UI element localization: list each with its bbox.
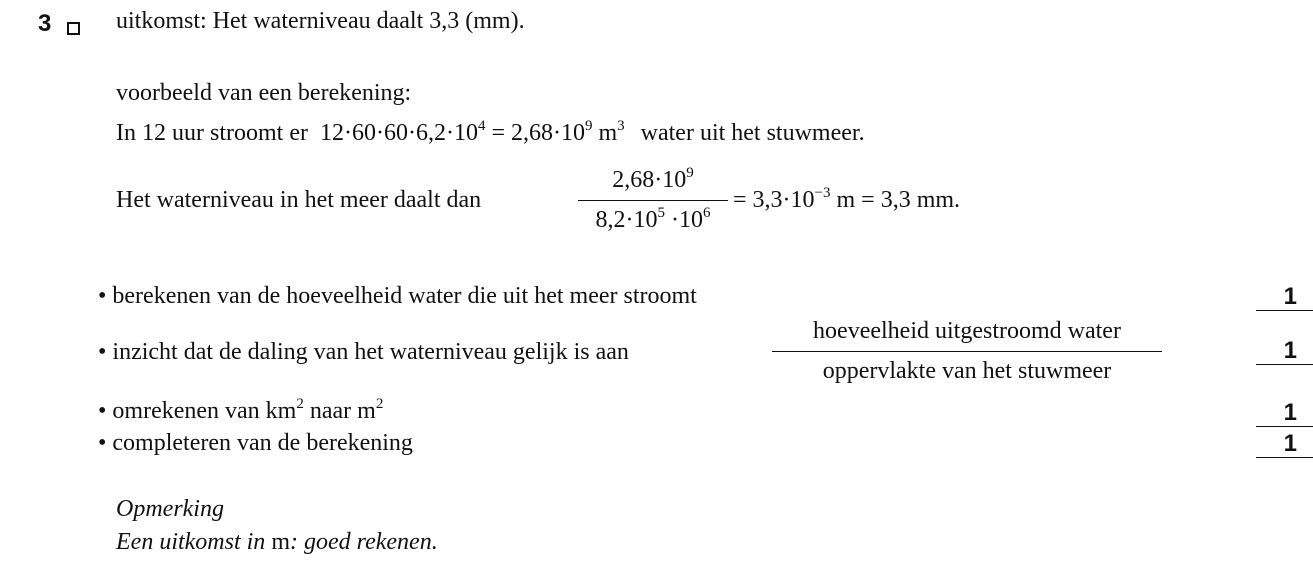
criterion-1-score: 1 — [1256, 284, 1313, 311]
fraction-numerator: $2,68\cdot 10^9$ — [578, 167, 728, 201]
fraction-water-level — [578, 167, 728, 234]
checkbox[interactable] — [67, 15, 80, 42]
line1-pre: In 12 uur stroomt er — [116, 120, 308, 146]
fraction-denominator: $8,2\cdot 10^5 \cdot 10^6$ — [595, 205, 711, 233]
line1-calc: $12\cdot 60\cdot 60\cdot 6,2\cdot 10^4 = 2,68\cdot 10^9$ $m^3$ — [319, 118, 625, 146]
criterion-2-fraction — [772, 318, 1162, 385]
example-heading: voorbeeld van een berekening: — [116, 80, 412, 106]
criterion-3: • omrekenen van $km^2$ naar $m^2$ — [98, 396, 384, 424]
criterion-2-numerator: hoeveelheid uitgestroomd water — [772, 318, 1162, 352]
example-line-1 — [116, 120, 865, 147]
example-line-2-result: = $3,3\cdot 10^{-3}$ m = 3,3 mm. — [733, 185, 961, 213]
criterion-4-score: 1 — [1256, 431, 1313, 458]
result-text: uitkomst: Het waterniveau daalt 3,3 (mm). — [116, 8, 525, 34]
criterion-2: • inzicht dat de daling van het waterniveau gelijk is aan — [98, 339, 629, 365]
criterion-4: • completeren van de berekening — [98, 430, 413, 456]
line1-post: water uit het stuwmeer. — [640, 120, 865, 146]
question-number: 3 — [38, 10, 52, 37]
criterion-3-score: 1 — [1256, 400, 1313, 427]
remark-text: Een uitkomst in m: goed rekenen. — [116, 529, 438, 555]
remark-heading: Opmerking — [116, 496, 224, 522]
criterion-2-denominator: oppervlakte van het stuwmeer — [822, 358, 1112, 384]
example-line-2-pre: Het waterniveau in het meer daalt dan — [116, 187, 482, 213]
criterion-1: • berekenen van de hoeveelheid water die uit het meer stroomt — [98, 283, 697, 309]
criterion-2-score: 1 — [1256, 338, 1313, 365]
